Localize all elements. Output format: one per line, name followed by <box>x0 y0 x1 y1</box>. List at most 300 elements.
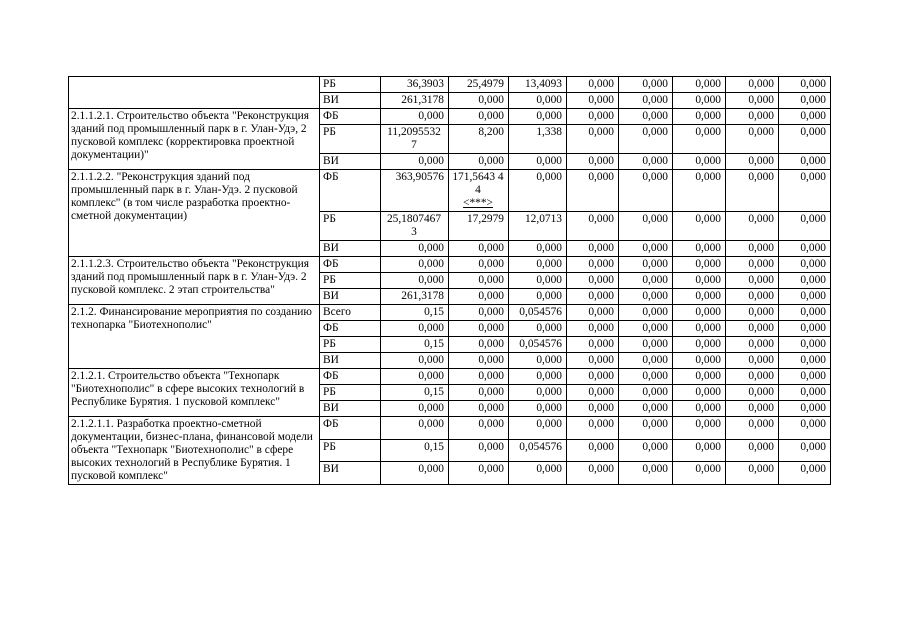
measure-name-cell: 2.1.1.2.1. Строительство объекта "Реконструкция зданий под промышленный парк в г. Улан-Удэ, 2 пусковой комплекс (корректировка проектной документации)" <box>69 109 320 170</box>
value-text: 0,000 <box>478 338 504 350</box>
value-cell <box>381 109 449 125</box>
value-cell <box>381 337 449 353</box>
value-text: 0,000 <box>748 322 774 334</box>
value-cell <box>509 353 567 369</box>
value-text: 0,000 <box>800 258 826 270</box>
value-cell <box>567 401 619 417</box>
financing-table <box>68 76 831 485</box>
value-text: 363,90576 <box>395 171 444 183</box>
value-text: 0,000 <box>642 370 668 382</box>
value-text: 0,054576 <box>519 338 562 350</box>
value-cell <box>509 321 567 337</box>
value-cell <box>449 109 509 125</box>
value-text: 0,000 <box>800 306 826 318</box>
value-text: 0,000 <box>642 242 668 254</box>
value-cell <box>779 305 831 321</box>
value-text: 0,000 <box>642 94 668 106</box>
value-text: 0,000 <box>588 78 614 90</box>
value-text: 0,000 <box>695 126 721 138</box>
value-text: 0,000 <box>800 171 826 183</box>
value-cell <box>567 93 619 109</box>
value-cell <box>619 321 673 337</box>
value-cell <box>567 273 619 289</box>
value-cell <box>567 77 619 93</box>
value-text: 0,000 <box>695 338 721 350</box>
funding-source-cell: ФБ <box>320 417 381 440</box>
value-cell <box>673 305 726 321</box>
value-text: 0,000 <box>800 463 826 476</box>
value-cell <box>619 154 673 170</box>
value-text: 0,000 <box>642 258 668 270</box>
value-text: 0,000 <box>536 171 562 183</box>
value-cell <box>726 321 779 337</box>
value-cell <box>726 93 779 109</box>
value-cell <box>381 417 449 440</box>
value-cell <box>779 462 831 485</box>
funding-source-cell: ВИ <box>320 401 381 417</box>
value-cell <box>726 154 779 170</box>
value-cell <box>779 93 831 109</box>
value-cell <box>449 462 509 485</box>
value-text: 0,000 <box>800 370 826 382</box>
value-cell <box>509 439 567 462</box>
value-cell <box>779 170 831 212</box>
value-cell <box>726 337 779 353</box>
value-cell <box>726 353 779 369</box>
value-text: 0,000 <box>748 306 774 318</box>
value-cell <box>619 401 673 417</box>
value-cell <box>381 289 449 305</box>
value-text: 0,054576 <box>519 306 562 318</box>
value-text: 0,000 <box>588 338 614 350</box>
value-text: 0,000 <box>695 290 721 302</box>
value-text: 8,200 <box>478 126 504 138</box>
measure-name-cell: 2.1.2. Финансирование мероприятия по созданию технопарка "Биотехнополис" <box>69 305 320 369</box>
value-cell <box>449 417 509 440</box>
value-cell <box>779 369 831 385</box>
value-text: 0,000 <box>478 242 504 254</box>
value-text: 0,000 <box>536 402 562 414</box>
value-text: 171,5643 44 <box>452 171 504 196</box>
value-text: 0,000 <box>418 354 444 366</box>
value-cell <box>509 170 567 212</box>
value-cell <box>779 321 831 337</box>
value-text: 0,000 <box>536 290 562 302</box>
table-row <box>69 257 831 273</box>
value-cell <box>726 212 779 241</box>
value-text: 0,000 <box>478 418 504 430</box>
value-cell <box>509 93 567 109</box>
value-cell <box>381 154 449 170</box>
value-cell <box>381 241 449 257</box>
value-cell <box>673 385 726 401</box>
value-text: 0,000 <box>588 110 614 122</box>
value-text: 0,000 <box>800 338 826 350</box>
funding-source-cell: ВИ <box>320 462 381 485</box>
value-text: 0,000 <box>536 155 562 167</box>
value-text: 0,000 <box>642 213 668 225</box>
value-cell <box>567 109 619 125</box>
value-text: 0,000 <box>800 354 826 366</box>
value-text: 0,000 <box>695 274 721 286</box>
value-text: 0,000 <box>418 110 444 122</box>
value-cell <box>509 369 567 385</box>
value-text: 0,000 <box>800 440 826 453</box>
funding-source-cell: ВИ <box>320 154 381 170</box>
value-text: 0,000 <box>588 290 614 302</box>
value-text: 0,000 <box>800 155 826 167</box>
funding-source-cell: ВИ <box>320 241 381 257</box>
value-text: 0,000 <box>695 370 721 382</box>
value-text: 0,000 <box>800 290 826 302</box>
value-cell <box>779 125 831 154</box>
value-text: 0,000 <box>478 386 504 398</box>
value-text: 0,000 <box>642 354 668 366</box>
table-row <box>69 170 831 212</box>
value-cell <box>619 289 673 305</box>
value-cell <box>726 305 779 321</box>
value-cell <box>673 289 726 305</box>
value-text: 0,000 <box>478 402 504 414</box>
value-cell <box>619 93 673 109</box>
value-cell <box>449 170 509 212</box>
value-cell <box>779 212 831 241</box>
value-text: 0,000 <box>695 306 721 318</box>
value-text: 0,000 <box>800 386 826 398</box>
value-cell <box>619 462 673 485</box>
value-cell <box>449 369 509 385</box>
value-cell <box>726 289 779 305</box>
value-text: 0,000 <box>642 126 668 138</box>
value-text: 0,000 <box>748 242 774 254</box>
value-cell <box>779 439 831 462</box>
value-cell <box>509 257 567 273</box>
value-text: 0,000 <box>748 274 774 286</box>
value-text: 0,000 <box>588 242 614 254</box>
value-text: 0,000 <box>748 94 774 106</box>
value-cell <box>779 77 831 93</box>
value-text: 0,000 <box>695 155 721 167</box>
funding-source-cell: РБ <box>320 77 381 93</box>
value-cell <box>779 417 831 440</box>
value-text: 0,000 <box>748 213 774 225</box>
value-text: 17,2979 <box>466 213 504 225</box>
value-cell <box>509 273 567 289</box>
value-text: 11,2095532 7 <box>387 126 441 151</box>
value-text: 0,000 <box>478 290 504 302</box>
value-text: 0,15 <box>424 338 444 350</box>
value-cell <box>779 154 831 170</box>
value-text: 0,000 <box>748 78 774 90</box>
value-text: 0,000 <box>695 354 721 366</box>
value-text: 0,000 <box>695 242 721 254</box>
value-cell <box>509 154 567 170</box>
value-cell <box>449 241 509 257</box>
value-cell <box>779 241 831 257</box>
value-text: 0,000 <box>748 463 774 476</box>
value-text: 0,000 <box>748 402 774 414</box>
value-cell <box>726 170 779 212</box>
funding-source-cell: ВИ <box>320 93 381 109</box>
value-cell <box>381 369 449 385</box>
value-text: 0,000 <box>588 386 614 398</box>
value-text: 0,000 <box>588 440 614 453</box>
value-cell <box>673 417 726 440</box>
value-text: 0,000 <box>800 110 826 122</box>
value-text: 0,000 <box>642 463 668 476</box>
value-cell <box>509 212 567 241</box>
value-text: 25,1807467 3 <box>386 213 442 238</box>
value-cell <box>381 273 449 289</box>
value-text: 25,4979 <box>466 78 504 90</box>
value-text: 0,000 <box>588 171 614 183</box>
value-cell <box>673 439 726 462</box>
value-text: 0,000 <box>478 463 504 476</box>
funding-source-cell: Всего <box>320 305 381 321</box>
value-cell <box>619 170 673 212</box>
value-text: 0,000 <box>536 274 562 286</box>
value-cell <box>673 337 726 353</box>
value-text: 0,000 <box>800 213 826 225</box>
value-cell <box>726 109 779 125</box>
value-text: 0,000 <box>695 171 721 183</box>
value-text: 0,15 <box>424 440 444 453</box>
value-cell <box>509 337 567 353</box>
value-cell <box>726 369 779 385</box>
value-cell <box>779 353 831 369</box>
value-text: 0,000 <box>478 258 504 270</box>
value-cell <box>619 353 673 369</box>
value-text: 0,000 <box>418 463 444 476</box>
value-text: 0,000 <box>642 78 668 90</box>
funding-source-cell: РБ <box>320 385 381 401</box>
funding-source-cell: ФБ <box>320 257 381 273</box>
value-text: 0,000 <box>588 155 614 167</box>
value-text: 0,000 <box>418 258 444 270</box>
value-text: 0,000 <box>478 155 504 167</box>
value-cell <box>619 241 673 257</box>
value-cell <box>673 462 726 485</box>
value-text: 0,000 <box>642 402 668 414</box>
value-cell <box>381 321 449 337</box>
value-cell <box>509 462 567 485</box>
value-cell <box>381 257 449 273</box>
value-text: 0,000 <box>418 402 444 414</box>
value-text: 0,000 <box>478 440 504 453</box>
value-text: 0,000 <box>588 306 614 318</box>
value-text: 0,000 <box>418 418 444 430</box>
value-text: 0,000 <box>642 110 668 122</box>
value-text: 0,000 <box>800 274 826 286</box>
value-text: 0,000 <box>642 440 668 453</box>
value-cell <box>779 401 831 417</box>
value-text: 0,000 <box>588 274 614 286</box>
value-cell <box>381 170 449 212</box>
value-text: 0,000 <box>536 354 562 366</box>
value-text: 0,000 <box>695 386 721 398</box>
value-cell <box>449 212 509 241</box>
value-cell <box>381 305 449 321</box>
value-cell <box>509 401 567 417</box>
value-text: 13,4093 <box>524 78 562 90</box>
value-text: 0,000 <box>418 242 444 254</box>
value-cell <box>567 125 619 154</box>
value-text: 261,3178 <box>401 94 444 106</box>
value-cell <box>567 289 619 305</box>
value-cell <box>726 125 779 154</box>
value-cell <box>726 385 779 401</box>
table-row <box>69 305 831 321</box>
measure-name-cell: 2.1.1.2.3. Строительство объекта "Реконструкция зданий под промышленный парк в г. Улан-Удэ. 2 пусковой комплекс. 2 этап строительства" <box>69 257 320 305</box>
value-cell <box>673 273 726 289</box>
value-text: 0,000 <box>588 370 614 382</box>
value-text: 0,000 <box>588 258 614 270</box>
value-cell <box>726 417 779 440</box>
value-text: 0,000 <box>748 171 774 183</box>
value-cell <box>673 170 726 212</box>
measure-name-cell: 2.1.2.1.1. Разработка проектно-сметной документации, бизнес-плана, финансовой модели объекта "Технопарк "Биотехнополис" в сфере высоких технологий в Республике Бурятия. 1 пусковой комплекс" <box>69 417 320 485</box>
value-cell <box>567 337 619 353</box>
value-text: 0,000 <box>695 94 721 106</box>
value-text: 0,000 <box>536 94 562 106</box>
value-cell <box>381 462 449 485</box>
value-cell <box>619 305 673 321</box>
value-cell <box>779 289 831 305</box>
funding-source-cell: РБ <box>320 273 381 289</box>
value-text: 0,000 <box>800 242 826 254</box>
value-cell <box>779 109 831 125</box>
value-text: 0,000 <box>748 110 774 122</box>
value-cell <box>509 385 567 401</box>
value-text: 0,000 <box>478 322 504 334</box>
value-cell <box>619 337 673 353</box>
value-text: 0,000 <box>642 306 668 318</box>
value-cell <box>449 77 509 93</box>
value-text: 0,000 <box>748 155 774 167</box>
measure-name-cell: 2.1.2.1. Строительство объекта "Технопарк "Биотехнополис" в сфере высоких технологий в Республике Бурятия. 1 пусковой комплекс" <box>69 369 320 417</box>
value-cell <box>567 439 619 462</box>
value-text: 0,000 <box>800 418 826 430</box>
value-cell <box>779 257 831 273</box>
funding-source-cell: РБ <box>320 439 381 462</box>
table-row <box>69 109 831 125</box>
value-text: 0,000 <box>536 242 562 254</box>
value-cell <box>449 439 509 462</box>
value-text: 0,000 <box>588 94 614 106</box>
value-text: 261,3178 <box>401 290 444 302</box>
funding-source-cell: РБ <box>320 337 381 353</box>
value-cell <box>673 321 726 337</box>
value-text: 0,000 <box>588 402 614 414</box>
value-cell <box>381 353 449 369</box>
value-text: 0,000 <box>478 274 504 286</box>
value-text: 0,000 <box>800 322 826 334</box>
value-cell <box>567 417 619 440</box>
value-cell <box>567 321 619 337</box>
value-cell <box>673 109 726 125</box>
value-text: 0,000 <box>642 274 668 286</box>
value-cell <box>673 401 726 417</box>
value-cell <box>779 337 831 353</box>
value-text: 0,000 <box>695 402 721 414</box>
value-text: 0,000 <box>748 338 774 350</box>
value-cell <box>449 289 509 305</box>
value-text: 0,000 <box>695 418 721 430</box>
table-row <box>69 77 831 93</box>
value-cell <box>726 401 779 417</box>
value-text: 0,000 <box>588 126 614 138</box>
value-text: 0,000 <box>418 322 444 334</box>
value-cell <box>449 337 509 353</box>
value-text: 0,000 <box>588 213 614 225</box>
value-text: 0,000 <box>695 322 721 334</box>
value-text: 0,000 <box>536 322 562 334</box>
value-text: 0,000 <box>536 370 562 382</box>
value-cell <box>509 289 567 305</box>
value-cell <box>381 212 449 241</box>
value-cell <box>619 439 673 462</box>
value-cell <box>726 273 779 289</box>
value-text: 0,000 <box>800 126 826 138</box>
value-cell <box>619 212 673 241</box>
value-cell <box>381 401 449 417</box>
value-text: 0,000 <box>800 94 826 106</box>
value-cell <box>449 353 509 369</box>
value-text: 0,000 <box>642 171 668 183</box>
value-cell <box>567 212 619 241</box>
value-text: 0,000 <box>478 306 504 318</box>
value-cell <box>619 273 673 289</box>
funding-source-cell: ФБ <box>320 369 381 385</box>
value-cell <box>673 154 726 170</box>
value-cell <box>619 369 673 385</box>
value-cell <box>509 305 567 321</box>
value-text: 0,000 <box>642 322 668 334</box>
value-text: 0,000 <box>642 155 668 167</box>
value-cell <box>509 241 567 257</box>
value-text: 0,000 <box>748 370 774 382</box>
value-text: 0,000 <box>588 354 614 366</box>
value-cell <box>673 125 726 154</box>
value-text: 0,000 <box>800 402 826 414</box>
value-cell <box>567 170 619 212</box>
value-cell <box>449 93 509 109</box>
value-cell <box>673 353 726 369</box>
value-cell <box>449 321 509 337</box>
value-text: 0,15 <box>424 306 444 318</box>
funding-source-cell: ФБ <box>320 321 381 337</box>
value-text: 0,000 <box>748 418 774 430</box>
value-text: 0,000 <box>642 418 668 430</box>
value-text: 0,000 <box>536 463 562 476</box>
value-text: 0,000 <box>748 258 774 270</box>
value-cell <box>381 93 449 109</box>
value-cell <box>673 369 726 385</box>
value-cell <box>567 385 619 401</box>
value-text: 0,000 <box>642 338 668 350</box>
value-cell <box>673 257 726 273</box>
value-cell <box>779 385 831 401</box>
value-cell <box>726 241 779 257</box>
value-cell <box>449 305 509 321</box>
value-text: 0,000 <box>695 258 721 270</box>
funding-source-cell: ВИ <box>320 353 381 369</box>
measure-name-cell: 2.1.1.2.2. "Реконструкция зданий под промышленный парк в г. Улан-Удэ. 2 пусковой комплекс" (в том числе разработка проектно-сметной документации) <box>69 170 320 257</box>
value-text: 0,000 <box>695 463 721 476</box>
value-cell <box>567 353 619 369</box>
value-cell <box>673 77 726 93</box>
value-text: 0,000 <box>695 110 721 122</box>
